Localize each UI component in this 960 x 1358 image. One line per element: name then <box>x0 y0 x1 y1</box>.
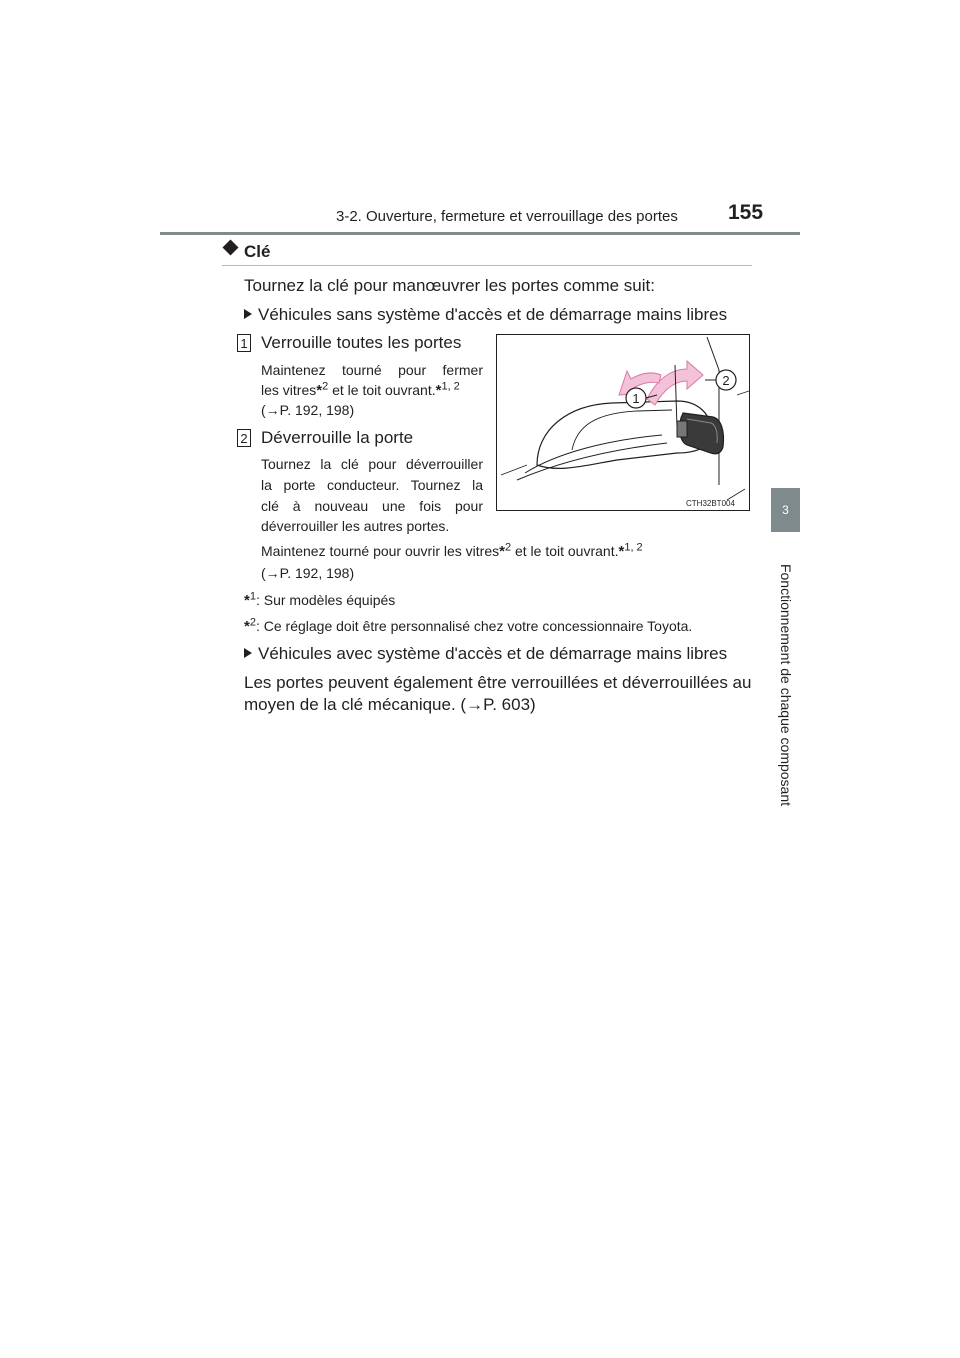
footnote-star: * <box>244 592 250 609</box>
callout-2: 2 <box>722 373 730 388</box>
header-rule <box>160 232 800 235</box>
footnote-ref-star: * <box>499 543 505 560</box>
figure-code: CTH32BT004 <box>686 499 735 508</box>
item2-line5 <box>261 541 643 562</box>
item1-title: Verrouille toutes les portes <box>261 333 462 352</box>
item1-line1: Maintenez tourné pour fermer <box>261 362 483 378</box>
callout-1: 1 <box>632 391 640 406</box>
footnote-1-text: : Sur modèles équipés <box>255 592 396 608</box>
chapter-tab: 3 <box>771 488 800 532</box>
intro-text: Tournez la clé pour manœuvrer les portes comme suit: <box>244 276 655 295</box>
item-number-1: 1 <box>237 334 251 352</box>
door-handle-drawing <box>497 335 749 510</box>
triangle-bullet-icon <box>244 309 252 319</box>
case-heading-without-smart-entry <box>244 304 727 325</box>
footnote-ref-number: 1, 2 <box>441 380 460 393</box>
footnote-star: * <box>244 618 250 635</box>
key-icon <box>677 413 724 454</box>
diamond-icon <box>222 239 239 256</box>
case2-label: Véhicules avec système d'accès et de démarrage mains libres <box>258 644 728 663</box>
item1-line2 <box>261 380 460 401</box>
footnote-number: 1 <box>249 590 256 603</box>
item2-line3: clé à nouveau une fois pour <box>261 498 483 514</box>
closing-line-2: moyen de la clé mécanique. (→P. 603) <box>244 695 536 714</box>
footnote-2 <box>244 616 692 637</box>
item1-line3: (→P. 192, 198) <box>261 402 355 418</box>
footnote-ref-number: 2 <box>504 541 512 554</box>
item2-title: Déverrouille la porte <box>261 428 414 447</box>
item2-line4: déverrouiller les autres portes. <box>261 518 450 534</box>
item2-line5-text-b: et le toit ouvrant. <box>514 543 619 559</box>
footnote-ref-star: * <box>618 543 625 560</box>
key-door-illustration <box>496 334 750 511</box>
triangle-bullet-icon <box>244 648 252 658</box>
item-number-2: 2 <box>237 429 251 447</box>
item2-line1: Tournez la clé pour déverrouiller <box>261 456 483 472</box>
case1-label: Véhicules sans système d'accès et de démarrage mains libres <box>258 305 728 324</box>
closing-line-1: Les portes peuvent également être verrouillées et déverrouillées au <box>244 673 752 692</box>
footnote-2-text: : Ce réglage doit être personnalisé chez votre concessionnaire Toyota. <box>255 618 693 634</box>
section-title: Clé <box>244 242 271 261</box>
footnote-ref-star: * <box>435 382 442 399</box>
item2-line5-text: Maintenez tourné pour ouvrir les vitres <box>261 543 500 559</box>
section-rule <box>222 265 752 266</box>
item2-line2: la porte conducteur. Tournez la <box>261 477 483 493</box>
footnote-ref-number: 2 <box>322 380 329 393</box>
case-heading-with-smart-entry <box>244 643 727 664</box>
running-header: 3-2. Ouverture, fermeture et verrouillage des portes <box>336 208 678 225</box>
page-number: 155 <box>728 201 764 224</box>
footnote-1 <box>244 590 395 611</box>
chapter-title: Fonctionnement de chaque composant <box>778 563 794 807</box>
item1-line2-text-b: et le toit ouvrant. <box>332 382 436 398</box>
footnote-ref-number: 1, 2 <box>624 541 643 554</box>
footnote-number: 2 <box>249 616 256 629</box>
footnote-ref-star: * <box>316 382 323 399</box>
item2-line6: (→P. 192, 198) <box>261 565 355 581</box>
item1-line2-text: les vitres <box>261 382 317 398</box>
